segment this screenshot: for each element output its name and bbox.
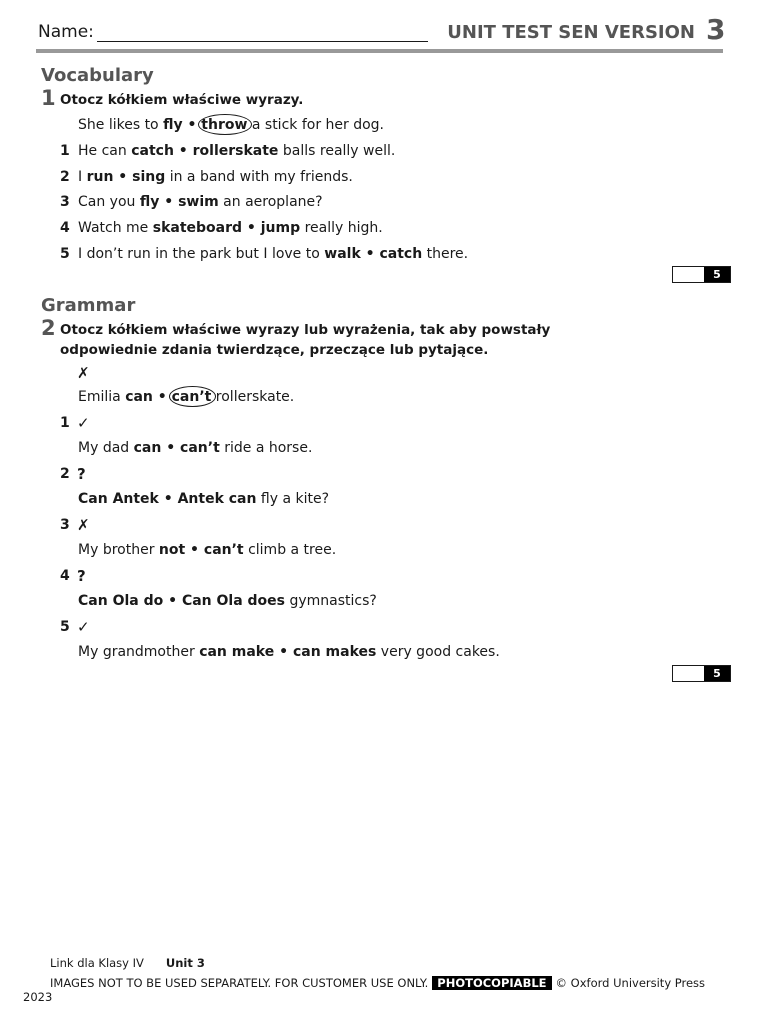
separator: •	[173, 143, 193, 159]
grammar-example	[78, 389, 294, 405]
option: Can Antek	[78, 491, 159, 507]
separator: •	[360, 246, 380, 262]
example-text: a stick for her dog.	[247, 117, 385, 133]
grammar-item	[78, 593, 377, 609]
exercise-2-number: 2	[41, 316, 56, 340]
item-text: Watch me	[78, 220, 153, 236]
item-text: My grandmother	[78, 644, 200, 660]
cross-icon: ✗	[77, 364, 90, 382]
instruction-line: odpowiednie zdania twierdzące, przeczące lub pytające.	[60, 342, 489, 358]
vocab-item	[78, 220, 383, 236]
separator: •	[182, 117, 202, 133]
option: Can Ola do	[78, 593, 164, 609]
grammar-item	[78, 491, 329, 507]
item-text: My brother	[78, 542, 159, 558]
item-text: an aeroplane?	[218, 194, 323, 210]
item-text: Can you	[78, 194, 140, 210]
item-text: very good cakes.	[376, 644, 500, 660]
option: Antek can	[177, 491, 257, 507]
separator: •	[159, 194, 179, 210]
unit-number: 3	[706, 13, 726, 46]
exercise-1-instruction: Otocz kółkiem właściwe wyrazy.	[60, 92, 304, 108]
item-text: ride a horse.	[219, 440, 313, 456]
example-text: Emilia	[78, 389, 126, 405]
example-text: rollerskate.	[211, 389, 295, 405]
item-number: 3	[60, 517, 70, 533]
separator: •	[113, 169, 133, 185]
exercise-2-instruction	[60, 320, 550, 360]
option: fly	[139, 194, 160, 210]
option: Can Ola does	[181, 593, 285, 609]
example-text: She likes to	[78, 117, 164, 133]
option: catch	[131, 143, 174, 159]
item-text: climb a tree.	[243, 542, 337, 558]
option: sing	[132, 169, 166, 185]
check-icon: ✓	[77, 414, 90, 432]
copyright-text: © Oxford University Press	[555, 976, 706, 990]
photocopiable-badge: PHOTOCOPIABLE	[432, 976, 551, 990]
option: can make	[199, 644, 275, 660]
item-number: 5	[60, 619, 70, 635]
item-text: in a band with my friends.	[165, 169, 353, 185]
item-text: balls really well.	[278, 143, 396, 159]
option: fly	[163, 117, 183, 133]
vocab-item	[78, 194, 323, 210]
vocab-item	[78, 246, 468, 262]
item-text: He can	[78, 143, 132, 159]
option: can	[125, 389, 153, 405]
grammar-item	[78, 440, 312, 456]
item-text: I	[78, 169, 87, 185]
item-number: 1	[60, 143, 70, 159]
separator: •	[152, 389, 172, 405]
book-title: Link dla Klasy IV	[50, 956, 144, 970]
grammar-item	[78, 644, 500, 660]
separator: •	[161, 440, 181, 456]
header-rule	[36, 49, 723, 53]
notice-text: IMAGES NOT TO BE USED SEPARATELY. FOR CUSTOMER USE ONLY.	[50, 976, 429, 990]
separator: •	[274, 644, 293, 660]
option: rollerskate	[192, 143, 279, 159]
question-icon: ?	[77, 567, 86, 585]
score-box-grammar	[672, 665, 731, 682]
separator: •	[158, 491, 178, 507]
item-number: 4	[60, 568, 70, 584]
vocabulary-title: Vocabulary	[41, 65, 154, 86]
circled-option: throw	[201, 117, 248, 133]
item-number: 2	[60, 466, 70, 482]
option: can’t	[203, 542, 244, 558]
item-text: there.	[422, 246, 469, 262]
separator: •	[185, 542, 204, 558]
item-text: gymnastics?	[285, 593, 377, 609]
test-title: UNIT TEST SEN VERSION	[447, 22, 695, 43]
check-icon: ✓	[77, 618, 90, 636]
item-text: I don’t run in the park but I love to	[78, 246, 325, 262]
option: swim	[178, 194, 219, 210]
option: walk	[324, 246, 361, 262]
grammar-title: Grammar	[41, 295, 136, 316]
score-value: 5	[704, 267, 730, 282]
item-text: fly a kite?	[256, 491, 330, 507]
option: not	[158, 542, 186, 558]
cross-icon: ✗	[77, 516, 90, 534]
item-number: 3	[60, 194, 70, 210]
item-text: really high.	[300, 220, 383, 236]
copyright-year: 2023	[23, 990, 53, 1004]
option: skateboard	[152, 220, 243, 236]
footer-book	[50, 956, 205, 970]
option: catch	[379, 246, 423, 262]
separator: •	[242, 220, 261, 236]
instruction-line: Otocz kółkiem właściwe wyrazy lub wyrażenia, tak aby powstały	[60, 322, 551, 338]
option: can	[133, 440, 162, 456]
option: jump	[260, 220, 301, 236]
item-text: My dad	[78, 440, 134, 456]
separator: •	[163, 593, 182, 609]
option: run	[86, 169, 114, 185]
option: can makes	[292, 644, 377, 660]
vocab-item	[78, 169, 353, 185]
footer-notice	[50, 976, 705, 990]
option: can’t	[180, 440, 220, 456]
item-number: 5	[60, 246, 70, 262]
circled-option: can’t	[171, 389, 212, 405]
item-number: 4	[60, 220, 70, 236]
score-box-vocabulary	[672, 266, 731, 283]
name-line	[97, 41, 428, 42]
vocab-item	[78, 143, 395, 159]
item-number: 1	[60, 415, 70, 431]
item-number: 2	[60, 169, 70, 185]
unit-label: Unit 3	[165, 956, 205, 970]
vocab-example	[78, 117, 384, 133]
score-value: 5	[704, 666, 730, 681]
question-icon: ?	[77, 465, 86, 483]
exercise-1-number: 1	[41, 86, 56, 110]
grammar-item	[78, 542, 336, 558]
name-label: Name:	[38, 22, 94, 42]
